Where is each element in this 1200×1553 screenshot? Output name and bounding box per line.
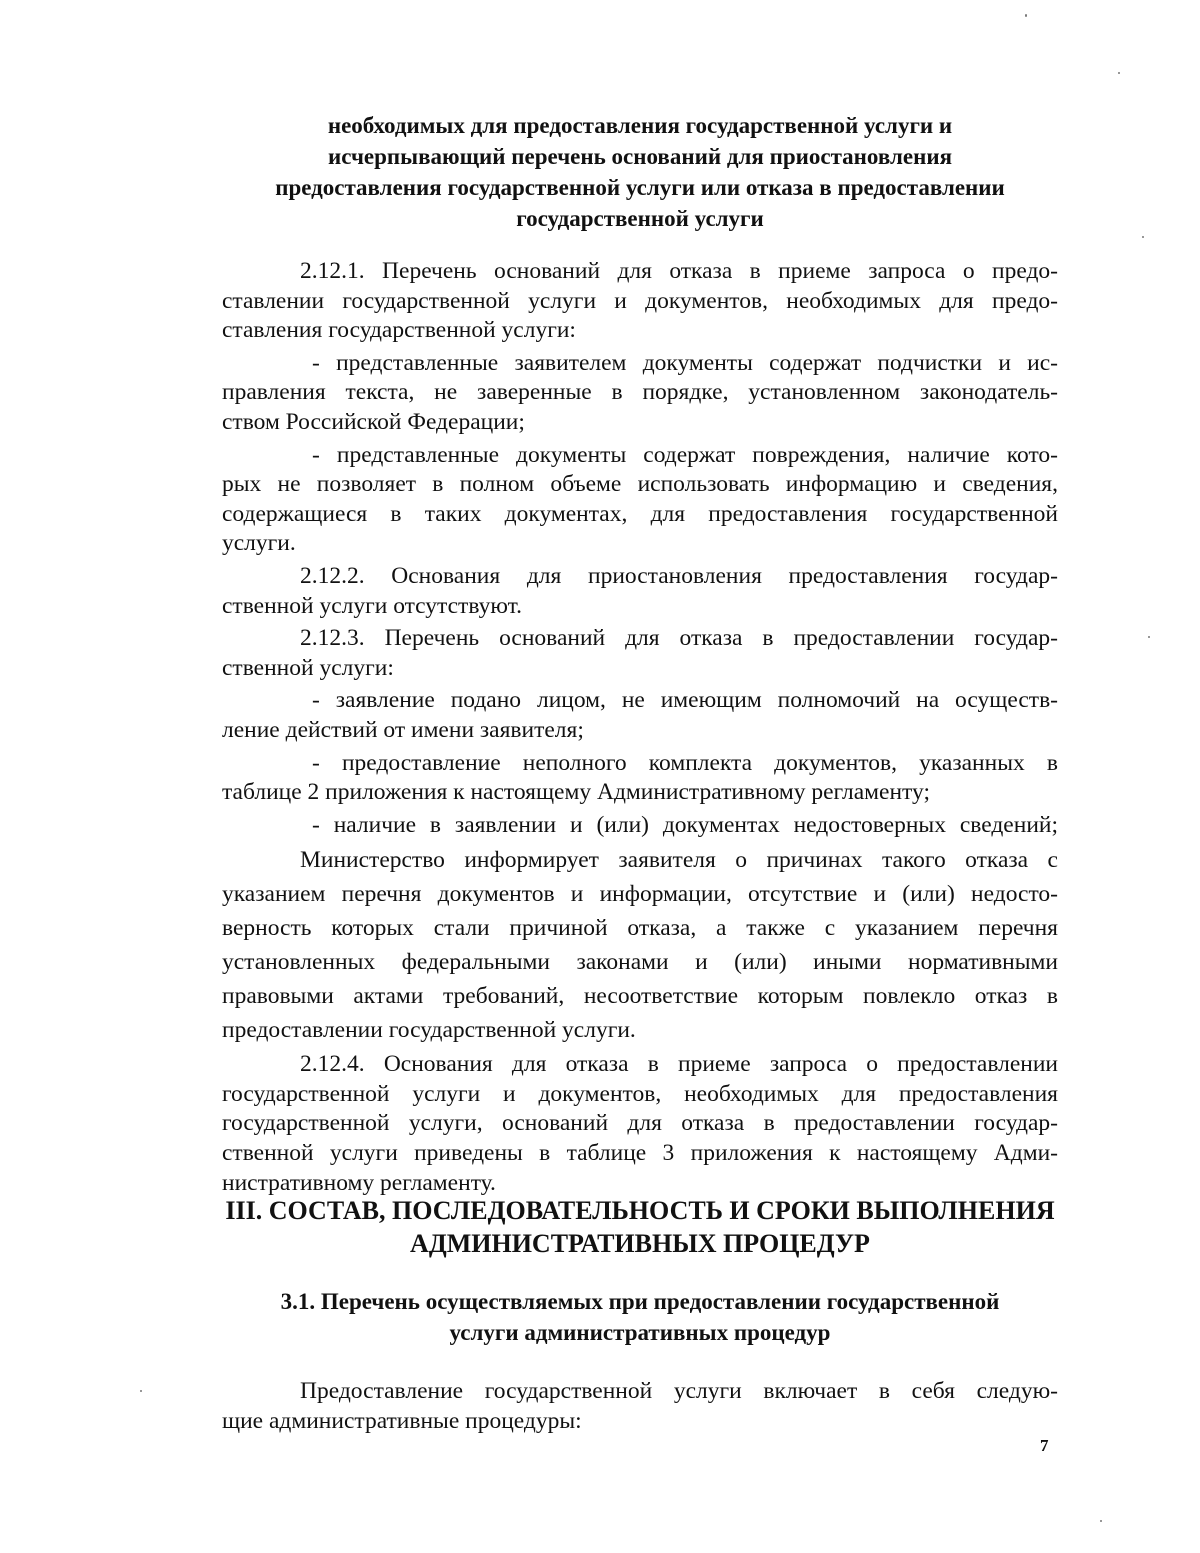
heading-top-line: государственной услуги [516,206,764,231]
scan-speck [1148,636,1150,638]
scan-speck [1100,1520,1102,1522]
text-line: услуги. [222,530,296,557]
text-line: верность которых стали причиной отказа, а также с указанием перечня [222,915,1058,942]
text-line: нистративному регламенту. [222,1169,496,1196]
heading-top-line: предоставления государственной услуги или отказа в предоставлении [275,175,1005,200]
text-line: ством Российской Федерации; [222,408,525,435]
subsection-heading-line: услуги административных процедур [449,1320,831,1345]
text-line: ление действий от имени заявителя; [222,716,584,743]
paragraph-bullet-incomplete [222,749,1058,808]
text-line: правления текста, не заверенные в порядке, установленном законодатель- [222,379,1058,406]
section-heading-line: АДМИНИСТРАТИВНЫХ ПРОЦЕДУР [410,1229,870,1258]
text-line: правовыми актами требований, несоответствие которым повлекло отказ в [222,983,1058,1010]
text-line: рых не позволяет в полном объеме использовать информацию и сведения, [222,471,1058,498]
text-line: таблице 2 приложения к настоящему Административному регламенту; [222,779,930,806]
text-line: 2.12.1. Перечень оснований для отказа в приеме запроса о предо- [300,258,1058,284]
text-line: ственной услуги отсутствуют. [222,592,522,619]
text-line: ставлении государственной услуги и документов, необходимых для предо- [222,287,1058,314]
final-paragraph [222,1377,1058,1436]
section-heading-line: III. СОСТАВ, ПОСЛЕДОВАТЕЛЬНОСТЬ И СРОКИ ВЫПОЛНЕНИЯ [225,1196,1055,1225]
text-line: - наличие в заявлении и (или) документах недостоверных сведений; [312,811,1058,838]
paragraph-ministry-informs [222,843,1058,1047]
text-line: - представленные заявителем документы содержат подчистки и ис- [312,349,1058,376]
scan-speck [1142,236,1144,238]
scan-speck [1118,72,1120,74]
scan-speck [1025,14,1027,17]
text-line: 2.12.3. Перечень оснований для отказа в предоставлении государ- [300,625,1058,652]
heading-top-line: исчерпывающий перечень оснований для приостановления [327,144,953,169]
text-line: государственной услуги и документов, необходимых для предоставления [222,1080,1058,1107]
text-line: ственной услуги приведены в таблице 3 приложения к настоящему Адми- [222,1140,1058,1167]
text-line: Министерство информирует заявителя о причинах такого отказа с [300,847,1058,874]
text-line: ставления государственной услуги: [222,317,576,344]
heading-top [210,110,1070,234]
paragraph-bullet-damage [222,441,1058,559]
text-line: установленных федеральными законами и (или) иными нормативными [222,949,1058,976]
text-line: 2.12.2. Основания для приостановления предоставления государ- [300,562,1058,589]
text-line: щие административные процедуры: [222,1407,582,1434]
page-number: 7 [1040,1436,1049,1455]
text-line: 2.12.4. Основания для отказа в приеме запроса о предоставлении [300,1051,1058,1078]
paragraph-2-12-4 [222,1050,1058,1198]
text-line: Предоставление государственной услуги включает в себя следую- [300,1378,1058,1404]
heading-top-line: необходимых для предоставления государственной услуги и [327,113,953,138]
scan-speck [140,1390,142,1392]
text-line: ственной услуги: [222,654,394,681]
paragraph-2-12-2 [222,562,1058,621]
body-text [222,257,1058,1198]
text-line: - заявление подано лицом, не имеющим полномочий на осуществ- [312,687,1058,714]
section-heading [210,1194,1070,1260]
text-line: предоставлении государственной услуги. [222,1017,636,1044]
paragraph-bullet-false-info [222,811,1058,841]
text-line: государственной услуги, оснований для отказа в предоставлении государ- [222,1110,1058,1137]
paragraph-bullet-corrections [222,349,1058,438]
text-line: содержащиеся в таких документах, для предоставления государственной [222,500,1058,527]
text-line: - представленные документы содержат повреждения, наличие кото- [312,441,1058,468]
paragraph-2-12-1 [222,257,1058,346]
text-line: - предоставление неполного комплекта документов, указанных в [312,749,1058,776]
subsection-heading-line: 3.1. Перечень осуществляемых при предоставлении государственной [280,1289,1000,1314]
subsection-heading [210,1286,1070,1348]
paragraph-bullet-authority [222,686,1058,745]
paragraph-2-12-3 [222,624,1058,683]
text-line: указанием перечня документов и информации, отсутствие и (или) недосто- [222,881,1058,908]
